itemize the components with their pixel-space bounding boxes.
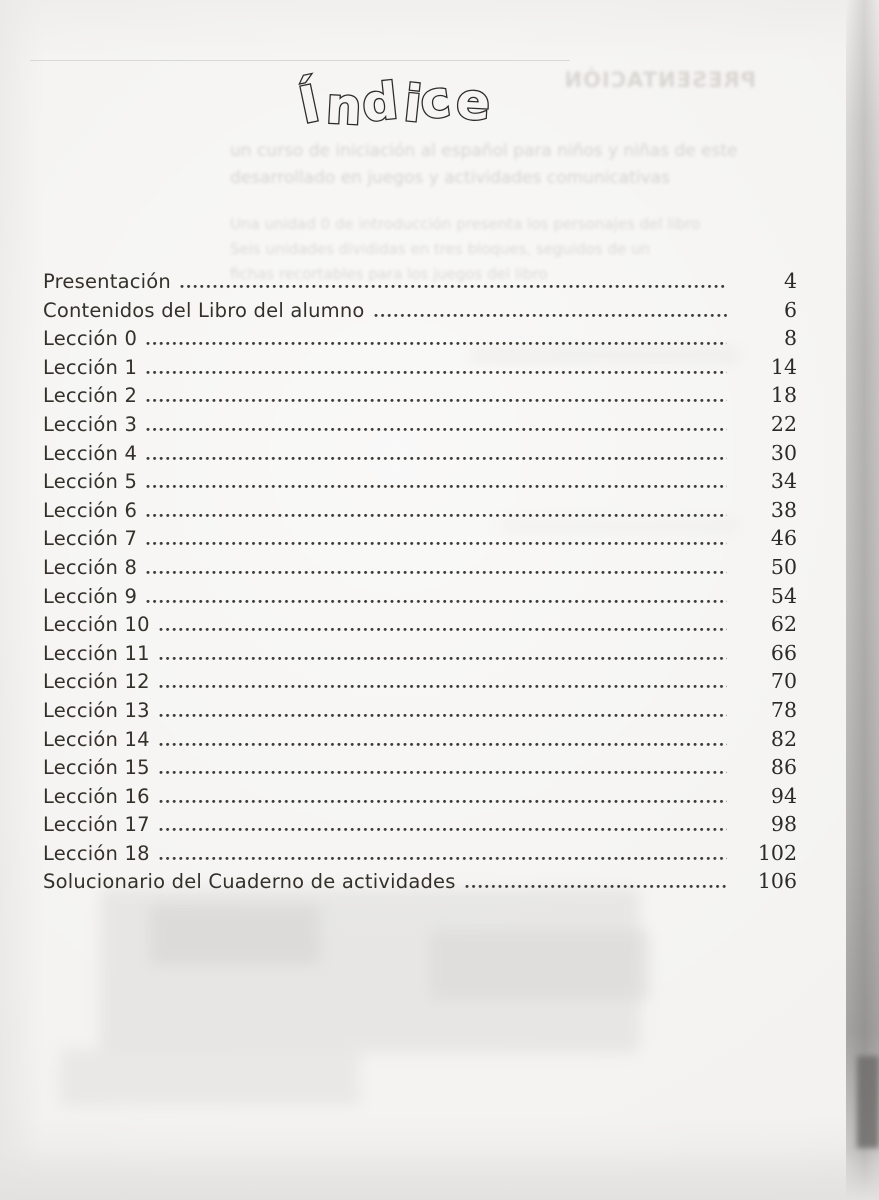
toc-row: [43, 584, 797, 613]
toc-entry-label: Lección 12: [43, 670, 150, 694]
page-title: Índice: [294, 69, 495, 137]
toc-entry-label: Lección 16: [43, 784, 150, 808]
toc-entry-label: Lección 9: [43, 584, 138, 608]
dot-leader: [465, 885, 727, 888]
dot-leader: [159, 628, 727, 631]
dot-leader: [146, 428, 727, 431]
toc-entry-label: Lección 8: [43, 555, 138, 579]
dot-leader: [146, 514, 727, 517]
toc-page-number: 82: [770, 726, 797, 751]
toc-entry-label: Presentación: [43, 270, 171, 293]
toc-entry-label: Lección 7: [43, 527, 138, 551]
toc-row: [43, 727, 797, 756]
toc-row: [43, 755, 797, 784]
dot-leader: [374, 314, 727, 317]
toc-row: [43, 641, 797, 670]
toc-page-number: 14: [770, 354, 797, 379]
toc-entry-label: Lección 10: [43, 613, 150, 637]
toc-entry-label: Lección 18: [43, 841, 150, 865]
dot-leader: [159, 828, 727, 831]
toc-row: [43, 412, 797, 441]
bleedthrough-line: Una unidad 0 de introducción presenta los personajes del libro: [230, 215, 701, 233]
toc-page-number: 22: [770, 411, 797, 436]
toc-entry-label: Lección 1: [43, 355, 138, 379]
dot-leader: [146, 342, 727, 345]
toc-row: [43, 869, 797, 898]
toc-entry-label: Lección 14: [43, 727, 150, 751]
toc-row: [43, 326, 797, 355]
toc-page-number: 86: [770, 755, 797, 780]
toc-page-number: 8: [783, 326, 797, 351]
toc-page-number: 102: [757, 840, 797, 865]
table-of-contents: [43, 269, 797, 898]
dot-leader: [159, 771, 727, 774]
dot-leader: [146, 457, 727, 460]
toc-entry-label: Contenidos del Libro del alumno: [43, 298, 365, 322]
toc-page-number: 78: [770, 697, 797, 722]
toc-row: [43, 841, 797, 870]
dot-leader: [159, 714, 727, 717]
toc-entry-label: Lección 5: [43, 470, 138, 494]
dot-leader: [146, 485, 727, 488]
toc-entry-label: Lección 3: [43, 412, 138, 436]
page-bottom-shade: [0, 1148, 879, 1200]
toc-entry-label: Lección 6: [43, 498, 138, 522]
toc-entry-label: Lección 11: [43, 641, 150, 665]
toc-row: [43, 669, 797, 698]
dot-leader: [146, 371, 727, 374]
bleedthrough-heading: PRESENTACIÓN: [563, 68, 756, 92]
toc-page-number: 106: [757, 869, 797, 894]
toc-entry-label: Lección 4: [43, 441, 138, 465]
toc-row: [43, 612, 797, 641]
dot-leader: [180, 285, 727, 288]
toc-page-number: 18: [770, 383, 797, 408]
toc-page-number: 30: [770, 440, 797, 465]
toc-page-number: 66: [770, 640, 797, 665]
bleedthrough-line: desarrollado en juegos y actividades comunicativas: [230, 168, 670, 188]
toc-row: [43, 469, 797, 498]
dot-leader: [159, 657, 727, 660]
book-edge-dark: [857, 1056, 879, 1148]
toc-row: [43, 812, 797, 841]
dot-leader: [146, 571, 727, 574]
dot-leader: [159, 743, 727, 746]
dot-leader: [159, 685, 727, 688]
toc-page-number: 70: [770, 669, 797, 694]
toc-entry-label: Solucionario del Cuaderno de actividades: [43, 870, 456, 894]
toc-row: [43, 498, 797, 527]
toc-page-number: 34: [770, 469, 797, 494]
toc-page-number: 94: [770, 783, 797, 808]
dot-leader: [159, 800, 727, 803]
bleedthrough-image-patch: [60, 1048, 360, 1106]
toc-page-number: 38: [770, 497, 797, 522]
toc-entry-label: Lección 2: [43, 384, 138, 408]
toc-row: [43, 441, 797, 470]
bleedthrough-line: Seis unidades divididas en tres bloques, seguidos de un: [230, 240, 651, 258]
toc-page-number: 98: [770, 812, 797, 837]
dot-leader: [146, 600, 727, 603]
toc-entry-label: Lección 15: [43, 756, 150, 780]
toc-row: [43, 784, 797, 813]
bleedthrough-image-patch: [150, 905, 320, 965]
toc-page-number: 46: [770, 526, 797, 551]
toc-row: [43, 383, 797, 412]
toc-row: [43, 355, 797, 384]
toc-row: [43, 526, 797, 555]
toc-entry-label: Lección 17: [43, 813, 150, 837]
bleedthrough-line: fichas recortables para los juegos del libro: [230, 265, 548, 283]
toc-row: [43, 298, 797, 327]
dot-leader: [159, 857, 727, 860]
bleedthrough-line: un curso de iniciación al español para niños y niñas de este: [230, 141, 738, 161]
toc-page-number: 6: [783, 297, 797, 322]
dot-leader: [146, 542, 727, 545]
toc-entry-label: Lección 0: [43, 327, 138, 351]
toc-row: [43, 555, 797, 584]
toc-page-number: 62: [770, 612, 797, 637]
index-title: [0, 50, 879, 150]
toc-row: [43, 269, 797, 298]
bleedthrough-image-patch: [430, 930, 650, 1000]
toc-page-number: 4: [783, 269, 797, 293]
dot-leader: [146, 399, 727, 402]
toc-page-number: 50: [770, 554, 797, 579]
page-edge-shadow: [846, 0, 879, 1200]
toc-row: [43, 698, 797, 727]
toc-page-number: 54: [770, 583, 797, 608]
toc-entry-label: Lección 13: [43, 698, 150, 722]
